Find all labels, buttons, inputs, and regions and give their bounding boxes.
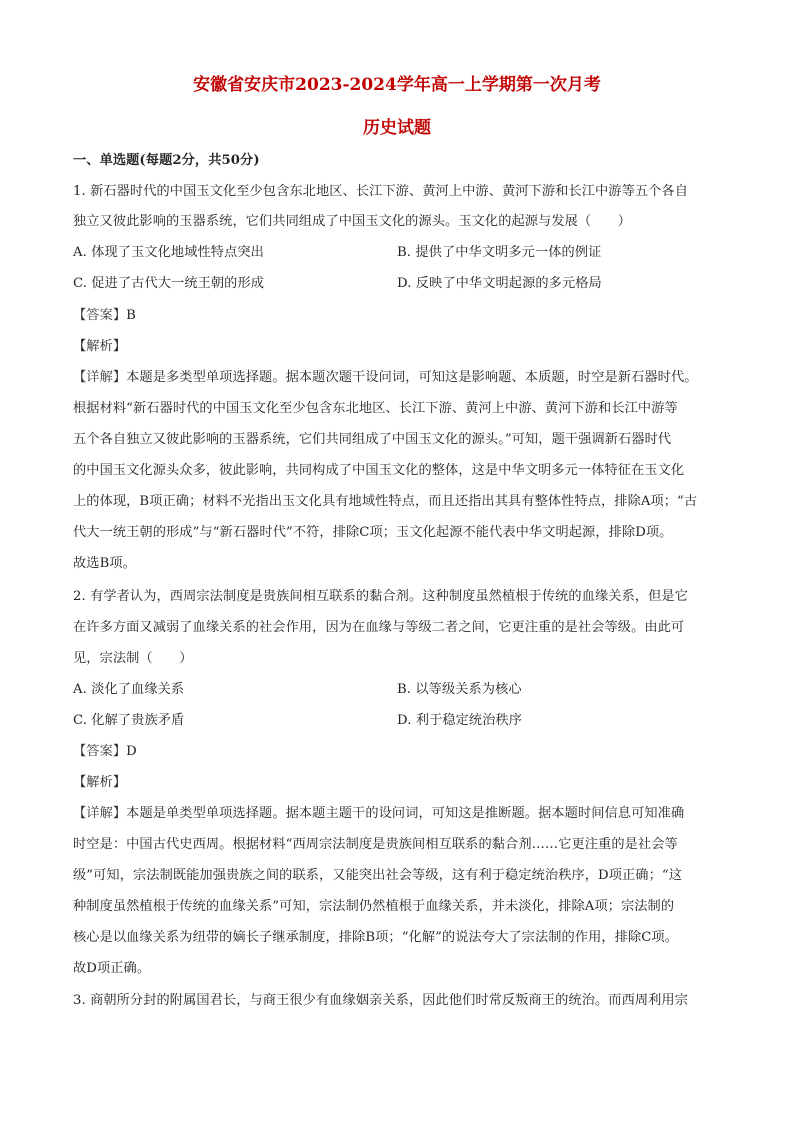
answer-tag: 【答案】 — [73, 744, 127, 759]
q1-stem-line-1: 1. 新石器时代的中国玉文化至少包含东北地区、长江下游、黄河上中游、黄河下游和长江中游等五个各自 — [73, 184, 689, 199]
q2-option-c: C. 化解了贵族矛盾 — [73, 713, 185, 728]
q1-detail-line-4: 的中国玉文化源头众多，彼此影响，共同构成了中国玉文化的整体，这是中华文明多元一体特征在玉文化 — [73, 463, 685, 478]
detail-tag: 【详解】 — [73, 806, 127, 821]
q1-detail-line-1 — [73, 368, 698, 388]
q2-answer-line — [73, 742, 137, 762]
q1-option-c: C. 促进了古代大一统王朝的形成 — [73, 276, 265, 291]
q1-detail-line-7: 故选B项。 — [73, 556, 136, 571]
q1-stem-line-2: 独立又彼此影响的玉器系统，它们共同组成了中国玉文化的源头。玉文化的起源与发展（ ） — [73, 214, 632, 229]
q2-detail-line-1 — [73, 804, 684, 824]
q2-option-a: A. 淡化了血缘关系 — [73, 682, 185, 697]
q1-analysis-tag: 【解析】 — [73, 339, 127, 354]
q2-option-b: B. 以等级关系为核心 — [397, 682, 522, 697]
q1-detail-first: 本题是多类型单项选择题。据本题次题干设问词，可知这是影响题、本质题，时空是新石器时代。 — [126, 370, 698, 385]
q1-detail-line-5: 上的体现，B项正确；材料不光指出玉文化具有地域性特点，而且还指出其具有整体性特点，排除A项；“古 — [73, 494, 698, 509]
q2-detail-line-2: 时空是：中国古代史西周。根据材料“西周宗法制度是贵族间相互联系的黏合剂……它更注重的是社会等 — [73, 837, 678, 852]
q2-detail-line-6: 故D项正确。 — [73, 961, 151, 976]
q1-detail-line-3: 五个各自独立又彼此影响的玉器系统，它们共同组成了中国玉文化的源头。”可知，题干强调新石器时代 — [73, 432, 672, 447]
q2-detail-line-3: 级”可知，宗法制既能加强贵族之间的联系，又能突出社会等级，这有利于稳定统治秩序，D项正确；“这 — [73, 868, 683, 883]
q1-detail-line-6: 代大一统王朝的形成”与“新石器时代”不符，排除C项；玉文化起源不能代表中华文明起源，排除D项。 — [73, 525, 673, 540]
document-title: 安徽省安庆市2023-2024学年高一上学期第一次月考 — [193, 75, 601, 95]
q1-answer-value: B — [126, 308, 136, 323]
q2-option-d: D. 利于稳定统治秩序 — [397, 713, 523, 728]
q2-answer-value: D — [126, 744, 137, 759]
document-subtitle: 历史试题 — [363, 118, 431, 138]
q2-detail-line-4: 种制度虽然植根于传统的血缘关系”可知，宗法制仍然植根于血缘关系，并未淡化，排除A项；宗法制的 — [73, 899, 675, 914]
q1-option-d: D. 反映了中华文明起源的多元格局 — [397, 276, 602, 291]
q3-stem-line-1: 3. 商朝所分封的附属国君长，与商王很少有血缘姻亲关系，因此他们时常反叛商王的统治。而西周利用宗 — [73, 993, 689, 1008]
q1-detail-line-2: 根据材料“新石器时代的中国玉文化至少包含东北地区、长江下游、黄河上中游、黄河下游和长江中游等 — [73, 401, 678, 416]
q2-detail-line-5: 核心是以血缘关系为纽带的嫡长子继承制度，排除B项；“化解”的说法夸大了宗法制的作用，排除C项。 — [73, 930, 679, 945]
q1-option-b: B. 提供了中华文明多元一体的例证 — [397, 245, 602, 260]
q1-answer-line — [73, 306, 136, 326]
answer-tag: 【答案】 — [73, 308, 127, 323]
detail-tag: 【详解】 — [73, 370, 127, 385]
q2-stem-line-3: 见，宗法制（ ） — [73, 651, 193, 666]
q2-stem-line-1: 2. 有学者认为，西周宗法制度是贵族间相互联系的黏合剂。这种制度虽然植根于传统的血缘关系，但是它 — [73, 589, 689, 604]
section-heading: 一、单选题(每题2分，共50分) — [73, 153, 260, 168]
q2-analysis-tag: 【解析】 — [73, 775, 127, 790]
q2-stem-line-2: 在许多方面又减弱了血缘关系的社会作用，因为在血缘与等级二者之间，它更注重的是社会等级。由此可 — [73, 620, 685, 635]
q1-option-a: A. 体现了玉文化地域性特点突出 — [73, 245, 264, 260]
q2-detail-first: 本题是单类型单项选择题。据本题主题干的设问词，可知这是推断题。据本题时间信息可知准确 — [126, 806, 685, 821]
